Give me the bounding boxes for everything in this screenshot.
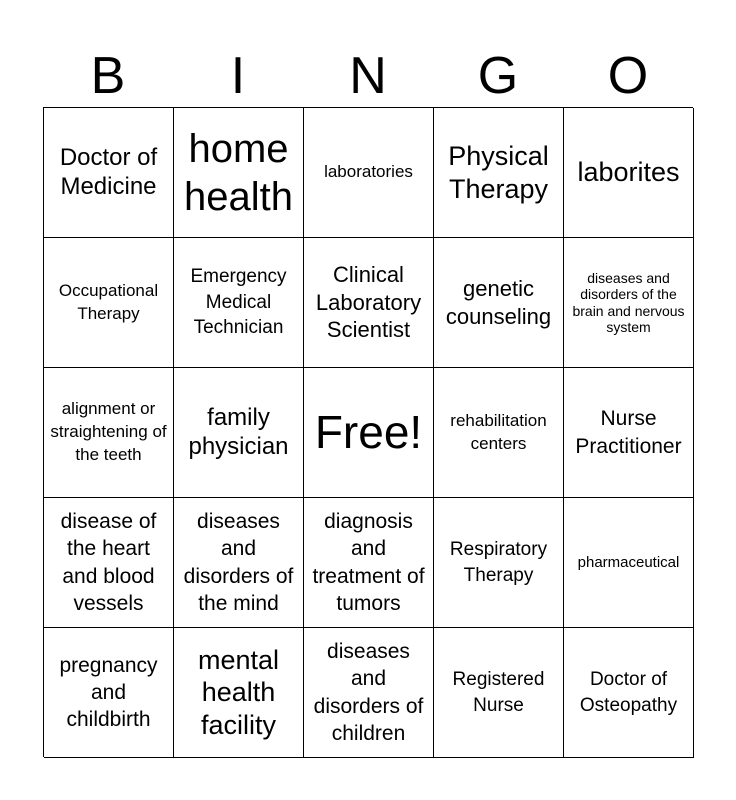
bingo-cell[interactable]: Doctor of Medicine [44, 108, 174, 238]
bingo-cell[interactable]: Occupational Therapy [44, 238, 174, 368]
bingo-header [43, 44, 693, 108]
header-letter-o: O [607, 47, 649, 105]
bingo-cell[interactable]: family physician [174, 368, 304, 498]
bingo-board [43, 107, 693, 757]
bingo-cell[interactable]: Emergency Medical Technician [174, 238, 304, 368]
bingo-cell[interactable]: Respiratory Therapy [434, 498, 564, 628]
bingo-cell[interactable]: Doctor of Osteopathy [564, 628, 694, 758]
header-letter-g: G [477, 47, 519, 105]
bingo-cell[interactable]: diseases and disorders of the mind [174, 498, 304, 628]
bingo-cell[interactable]: genetic counseling [434, 238, 564, 368]
header-letter-n: N [349, 47, 387, 105]
bingo-cell[interactable]: home health [174, 108, 304, 238]
bingo-cell[interactable]: Clinical Laboratory Scientist [304, 238, 434, 368]
bingo-cell[interactable]: mental health facility [174, 628, 304, 758]
bingo-cell[interactable]: Registered Nurse [434, 628, 564, 758]
bingo-cell[interactable]: pharmaceutical [564, 498, 694, 628]
bingo-cell[interactable]: pregnancy and childbirth [44, 628, 174, 758]
bingo-cell[interactable]: alignment or straightening of the teeth [44, 368, 174, 498]
bingo-cell[interactable]: rehabilitation centers [434, 368, 564, 498]
header-letter-b: B [90, 47, 126, 105]
bingo-cell[interactable]: laborites [564, 108, 694, 238]
header-letter-i: I [230, 47, 246, 105]
bingo-cell[interactable]: laboratories [304, 108, 434, 238]
bingo-cell[interactable]: diseases and disorders of children [304, 628, 434, 758]
bingo-cell[interactable]: disease of the heart and blood vessels [44, 498, 174, 628]
bingo-cell[interactable]: diseases and disorders of the brain and nervous system [564, 238, 694, 368]
free-space-cell[interactable]: Free! [304, 368, 434, 498]
bingo-cell[interactable]: diagnosis and treatment of tumors [304, 498, 434, 628]
bingo-cell[interactable]: Nurse Practitioner [564, 368, 694, 498]
bingo-cell[interactable]: Physical Therapy [434, 108, 564, 238]
